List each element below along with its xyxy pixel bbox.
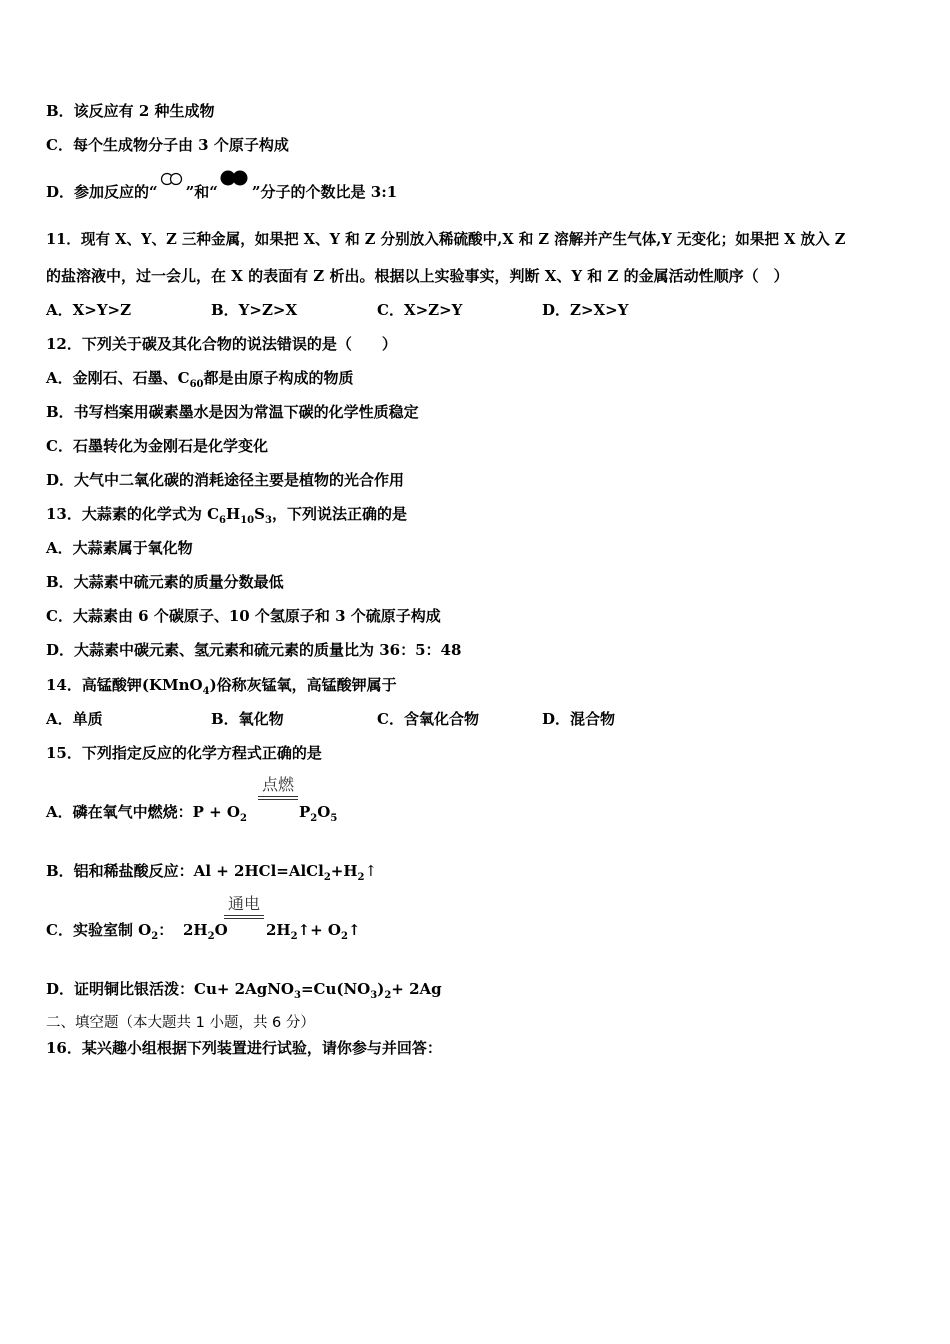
q15-prod-sub2: 5 <box>330 813 338 824</box>
q15-option-c <box>46 920 173 947</box>
q13-option-c: C．大蒜素由 6 个碳原子、10 个氢原子和 3 个硫原子构成 <box>46 607 441 625</box>
q15-option-d <box>46 979 442 1006</box>
q15-option-c-reactant <box>183 920 228 947</box>
q15-option-d-post: + 2Ag <box>391 980 442 998</box>
q15-option-b-pre: B．铝和稀盐酸反应：Al + 2HCl=AlCl <box>46 862 324 880</box>
q12-option-a <box>46 368 354 395</box>
q12-option-a-sub: 60 <box>189 379 204 390</box>
q13-option-d: D．大蒜素中碳元素、氢元素和硫元素的质量比为 36：5：48 <box>46 641 462 659</box>
equals-line-bottom <box>258 799 298 800</box>
q15-option-c-label: C．实验室制 O <box>46 921 152 939</box>
q15-option-b-sub2: 2 <box>357 872 365 883</box>
equals-line-top <box>258 796 298 797</box>
q15-prod-sub1: 2 <box>310 813 318 824</box>
q15-option-d-sub1: 3 <box>293 990 301 1001</box>
section-heading: 二、填空题（本大题共 1 小题，共 6 分） <box>46 1015 315 1031</box>
q15-option-d-pre: D．证明铜比银活泼：Cu+ 2AgNO <box>46 980 294 998</box>
q15-c-prod2-sub: 2 <box>341 931 348 942</box>
q13-stem-post: ，下列说法正确的是 <box>271 505 407 523</box>
q15-c-prod-post: ↑ <box>347 921 361 939</box>
q12-option-b: B．书写档案用碳素墨水是因为常温下碳的化学性质稳定 <box>46 403 419 421</box>
q10-option-d-mid: ”和“ <box>185 183 218 201</box>
q15-option-a <box>46 802 247 829</box>
q11-option-a: A．X>Y>Z <box>46 301 132 319</box>
q15-option-b <box>46 861 377 888</box>
q13-sub2: 10 <box>240 515 255 526</box>
q14-stem-post: )俗称灰锰氧，高锰酸钾属于 <box>209 676 397 694</box>
q15-option-c-cond-text: 通电 <box>227 894 260 913</box>
white-molecule-icon <box>158 182 186 202</box>
q15-c-react-sub: 2 <box>207 931 215 942</box>
q11-option-b: B．Y>Z>X <box>211 301 298 319</box>
q15-option-c-colon: ： <box>158 921 174 939</box>
q10-option-c: C．每个生成物分子由 3 个原子构成 <box>46 136 289 154</box>
q12-option-c: C．石墨转化为金刚石是化学变化 <box>46 437 268 455</box>
q15-option-b-post: ↑ <box>364 862 378 880</box>
q16-stem: 16．某兴趣小组根据下列装置进行试验，请你参与并回答： <box>46 1039 442 1057</box>
q14-sub: 4 <box>202 686 210 697</box>
q12-option-a-pre: A．金刚石、石墨、C <box>46 369 190 387</box>
q13-mid2: S <box>254 505 265 523</box>
q15-option-b-sub1: 2 <box>323 872 331 883</box>
q14-option-c: C．含氧化合物 <box>377 710 479 728</box>
black-molecule-icon <box>218 182 252 202</box>
q15-option-d-mid2: ) <box>377 980 385 998</box>
q13-stem-pre: 13．大蒜素的化学式为 C <box>46 505 220 523</box>
q12-option-a-post: 都是由原子构成的物质 <box>203 369 354 387</box>
q13-sub1: 6 <box>219 515 227 526</box>
q13-sub3: 3 <box>264 515 272 526</box>
q13-stem <box>46 504 407 531</box>
q15-option-d-sub2: 3 <box>370 990 378 1001</box>
q15-c-prod1-sub: 2 <box>290 931 298 942</box>
q11-stem-line1: 11．现有 X、Y、Z 三种金属，如果把 X、Y 和 Z 分别放入稀硫酸中,X 和 Z 溶解并产生气体,Y 无变化；如果把 X 放入 Z <box>46 231 846 248</box>
q15-option-a-condition <box>258 776 298 800</box>
q15-option-d-sub3: 2 <box>384 990 392 1001</box>
q11-option-c: C．X>Z>Y <box>377 301 463 319</box>
q15-c-react-post: O <box>214 921 228 939</box>
q15-option-c-product <box>266 920 361 947</box>
q15-option-a-sub: 2 <box>240 813 247 824</box>
q15-option-a-label: A．磷在氧气中燃烧：P + O <box>46 803 240 821</box>
equals-line-bottom <box>224 918 264 919</box>
q14-option-a: A．单质 <box>46 710 103 728</box>
q14-option-d: D．混合物 <box>542 710 616 728</box>
q14-option-b: B．氧化物 <box>211 710 284 728</box>
q13-option-b: B．大蒜素中硫元素的质量分数最低 <box>46 573 284 591</box>
q12-stem: 12．下列关于碳及其化合物的说法错误的是（ ） <box>46 335 397 353</box>
q15-c-prod1: 2H <box>266 921 291 939</box>
q10-option-d-post: ”分子的个数比是 3:1 <box>251 183 398 201</box>
q15-stem: 15．下列指定反应的化学方程式正确的是 <box>46 744 322 762</box>
q15-option-a-product <box>299 802 337 829</box>
q11-stem-line2: 的盐溶液中，过一会儿，在 X 的表面有 Z 析出。根据以上实验事实，判断 X、Y 和 Z 的金属活动性顺序（ ） <box>46 267 789 285</box>
q15-prod-o: O <box>317 803 331 821</box>
q15-option-d-mid: =Cu(NO <box>300 980 371 998</box>
q10-option-b: B．该反应有 2 种生成物 <box>46 102 215 120</box>
q13-mid1: H <box>226 505 241 523</box>
q11-option-d: D．Z>X>Y <box>542 301 629 319</box>
q10-option-d <box>46 182 397 202</box>
q13-option-a: A．大蒜素属于氧化物 <box>46 539 193 557</box>
q15-option-c-condition <box>224 895 264 919</box>
q10-option-d-pre: D．参加反应的“ <box>46 183 158 201</box>
q12-option-d: D．大气中二氧化碳的消耗途径主要是植物的光合作用 <box>46 471 405 489</box>
q15-option-b-mid: +H <box>330 862 358 880</box>
q15-c-prod-mid: ↑+ O <box>297 921 342 939</box>
q14-stem-pre: 14．高锰酸钾(KMnO <box>46 676 203 694</box>
q15-c-react: 2H <box>183 921 208 939</box>
q15-option-c-sub: 2 <box>151 931 159 942</box>
q15-prod-p: P <box>299 803 311 821</box>
q15-option-a-cond-text: 点燃 <box>261 775 294 794</box>
equals-line-top <box>224 915 264 916</box>
q14-stem <box>46 675 397 702</box>
